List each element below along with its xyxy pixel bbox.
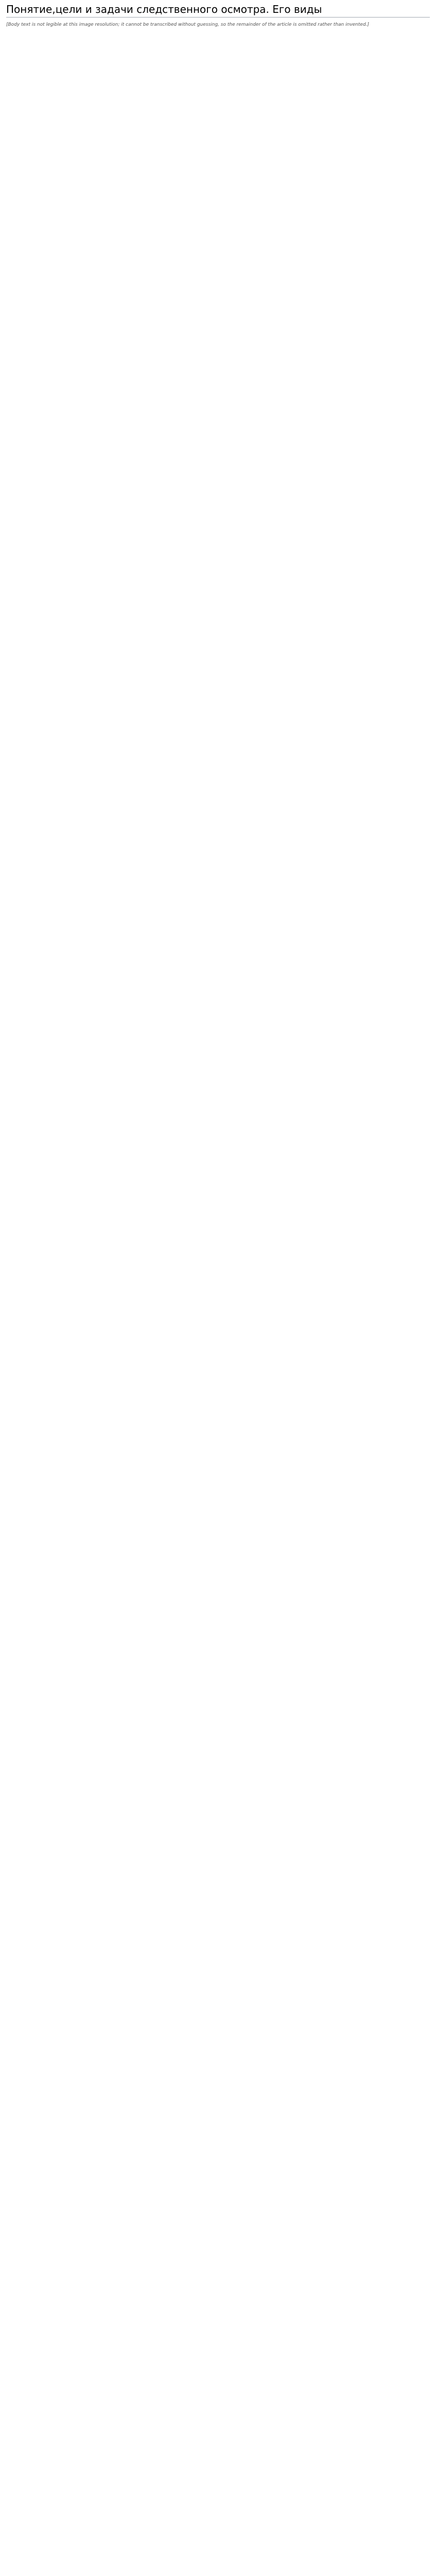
article-title: Понятие,цели и задачи следственного осмотра. Его виды — [6, 3, 430, 18]
article-paragraph: [Body text is not legible at this image resolution; it cannot be transcribed without guessing, so the remainder of the article is omitted rather than invented.] — [6, 22, 370, 27]
article-page — [0, 0, 436, 42]
article-body — [6, 22, 430, 29]
